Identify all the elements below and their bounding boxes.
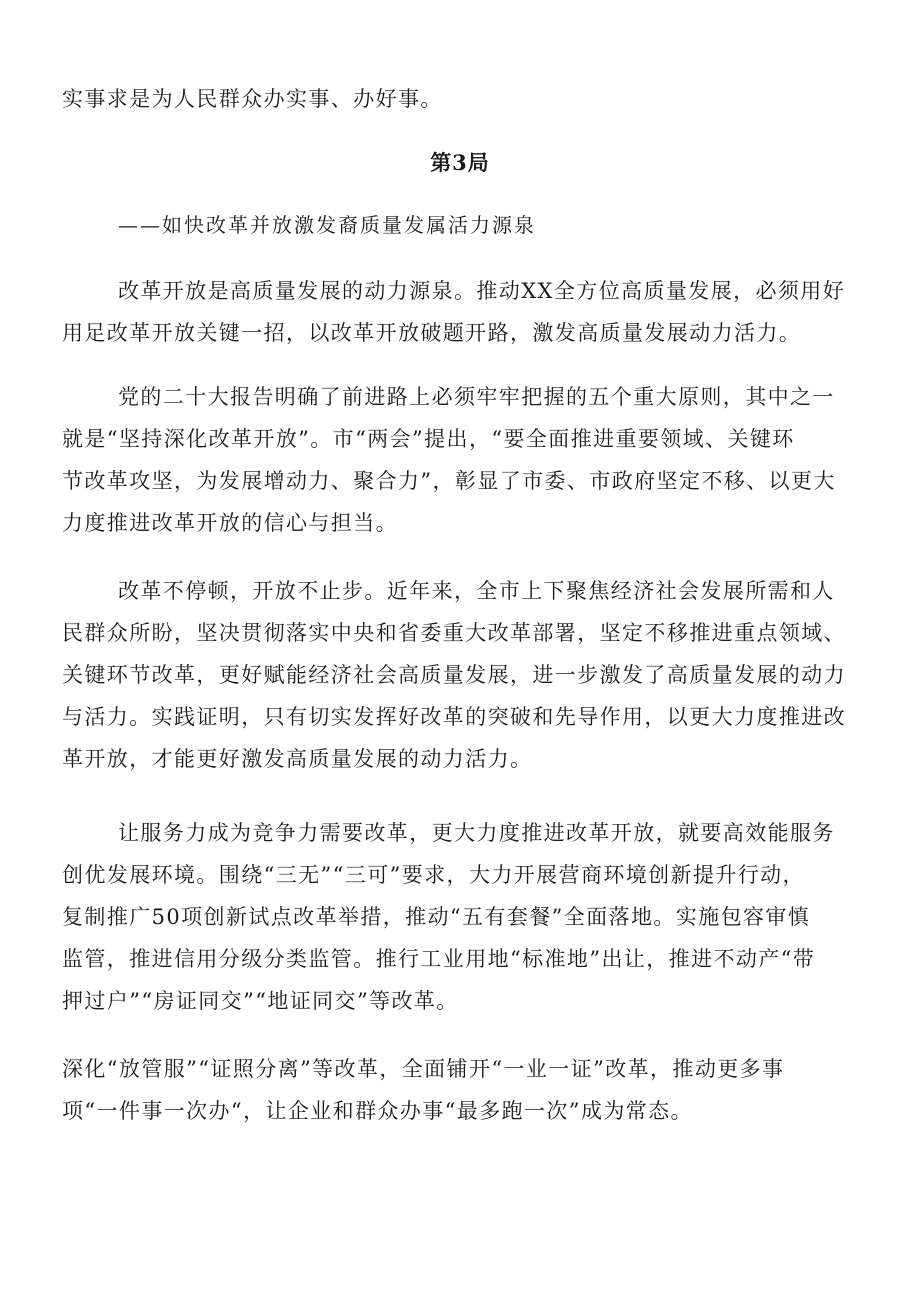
text-line: 改革不停顿，开放不止步。近年来，全市上下聚焦经济社会发展所需和人 [118, 579, 835, 603]
text-line: 创优发展环境。围绕“三无”“三可”要求，大力开展营商环境创新提升行动， [62, 863, 805, 887]
text-line: 深化“放管服”“证照分离”等改革，全面铺开“一业一证”改革，推动更多事 [62, 1057, 785, 1081]
text-line: 与活力。实践证明，只有切实发挥好改革的突破和先导作用，以更大力度推进改 [62, 705, 846, 729]
text-line: 就是“坚持深化改革开放”。市“两会”提出，“要全面推进重要领域、关键环 [62, 427, 795, 451]
text-line: 关键环节改革，更好赋能经济社会高质量发展，进一步激发了高质量发展的动力 [62, 663, 846, 687]
text-line: 项“一件事一次办“，让企业和群众办事“最多跑一次”成为常态。 [62, 1099, 693, 1123]
text-line: 节改革攻坚，为发展增动力、聚合力”，彰显了市委、市政府坚定不移、以更大 [62, 469, 836, 493]
text-line: 复制推广50项创新试点改革举措，推动“五有套餐”全面落地。实施包容审慎 [62, 905, 811, 929]
text-line: 改革开放是高质量发展的动力源泉。推动XX全方位高质量发展，必须用好 [118, 279, 846, 303]
text-line: 监管，推进信用分级分类监管。推行工业用地“标准地”出让，推进不动产“带 [62, 947, 816, 971]
section-subtitle: ——如快改革并放激发裔质量发属活力源泉 [118, 213, 536, 237]
text-line: 党的二十大报告明确了前进路上必须牢牢把握的五个重大原则，其中之一 [118, 385, 835, 409]
section-heading: 第3局 [430, 150, 490, 175]
text-line: 民群众所盼，坚决贯彻落实中央和省委重大改革部署，坚定不移推进重点领域、 [62, 621, 846, 645]
text-line: 力度推进改革开放的信心与担当。 [62, 511, 398, 535]
text-line: 让服务力成为竞争力需要改革，更大力度推进改革开放，就要高效能服务 [118, 821, 835, 845]
text-line: 革开放，才能更好激发高质量发展的动力活力。 [62, 747, 533, 771]
text-line: 押过户”“房证同交”“地证同交”等改革。 [62, 989, 459, 1013]
text-line: 实事求是为人民群众办实事、办好事。 [62, 87, 443, 111]
text-line: 用足改革开放关键一招，以改革开放破题开路，激发高质量发展动力活力。 [62, 321, 802, 345]
